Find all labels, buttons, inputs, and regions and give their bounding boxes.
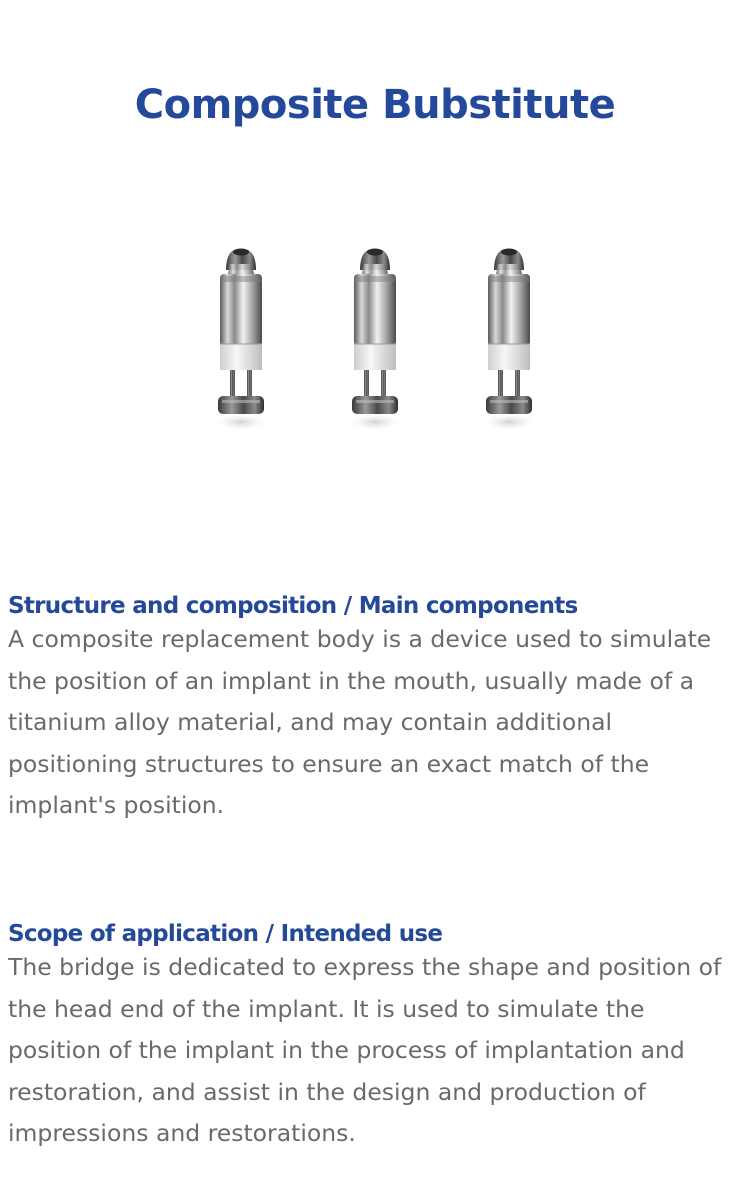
page-title: Composite Bubstitute	[134, 81, 616, 128]
section-paragraph: A composite replacement body is a device used to simulate the position of an implant in the mouth, usually made of a titanium alloy material, and may contain additional positioning structures to ensure an exact match of the implant's position.	[8, 625, 712, 819]
section-body-structure	[8, 619, 743, 827]
product-image	[200, 230, 550, 440]
implant-replica-3	[481, 249, 537, 432]
section-heading-scope: Scope of application / Intended use	[8, 921, 443, 948]
section-paragraph: The bridge is dedicated to express the shape and position of the head end of the implant. It is used to simulate the position of the implant in the process of implantation and restoration, and assist in the design and production of impressions and restorations.	[8, 953, 722, 1147]
implant-replica-1	[213, 249, 269, 432]
section-body-scope	[8, 947, 743, 1155]
implant-replica-2	[347, 249, 403, 432]
section-heading-structure: Structure and composition / Main components	[8, 593, 578, 620]
